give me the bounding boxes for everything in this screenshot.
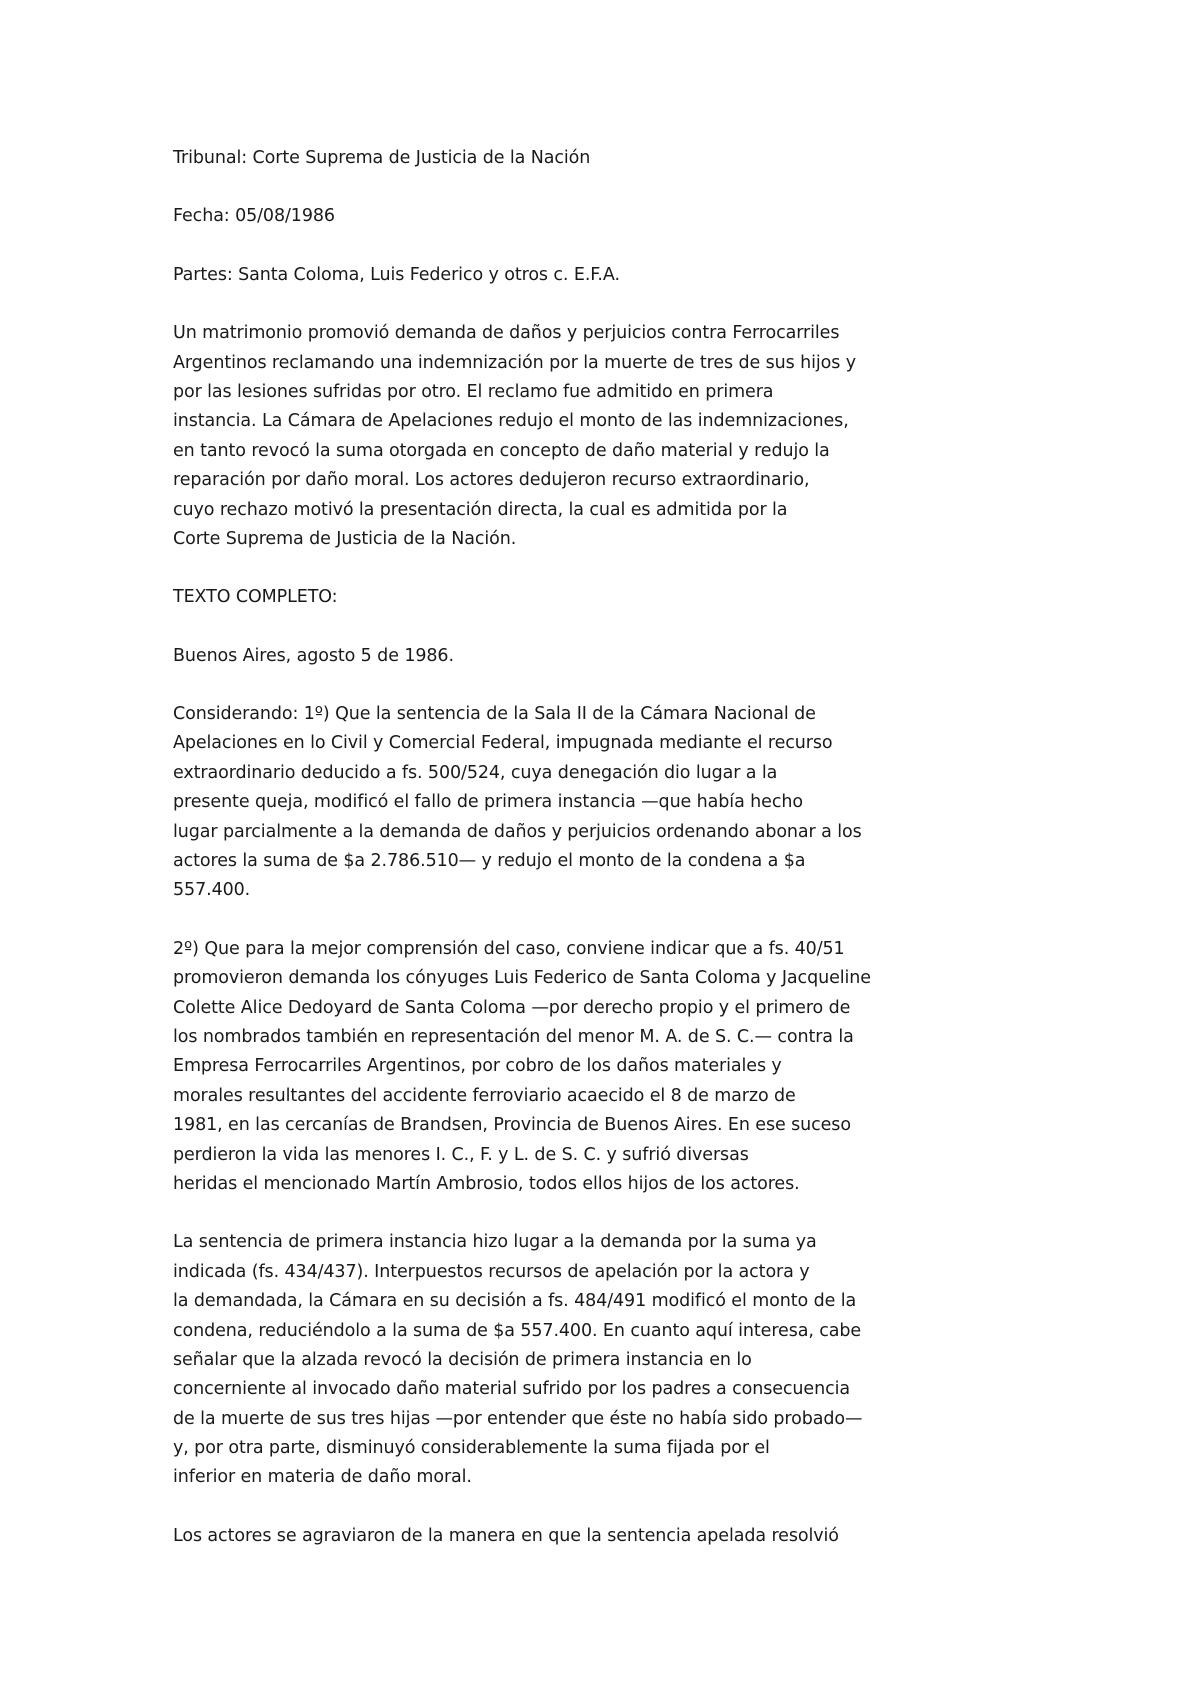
summary-line: en tanto revocó la suma otorgada en concepto de daño material y redujo la — [173, 440, 830, 461]
considerando-2-line: promovieron demanda los cónyuges Luis Federico de Santa Coloma y Jacqueline — [173, 968, 871, 989]
considerando-2-line: Empresa Ferrocarriles Argentinos, por cobro de los daños materiales y — [173, 1056, 782, 1077]
sentencia-line: La sentencia de primera instancia hizo lugar a la demanda por la suma ya — [173, 1232, 817, 1253]
considerando-1-line: lugar parcialmente a la demanda de daños y perjuicios ordenando abonar a los — [173, 821, 862, 842]
considerando-2-paragraph — [173, 935, 913, 1200]
summary-line: por las lesiones sufridas por otro. El reclamo fue admitido en primera — [173, 381, 774, 402]
partes-paragraph — [173, 261, 913, 290]
summary-line: reparación por daño moral. Los actores dedujeron recurso extraordinario, — [173, 470, 810, 491]
place-date-paragraph — [173, 642, 913, 671]
texto-completo-paragraph — [173, 583, 913, 612]
considerando-1-paragraph — [173, 700, 913, 906]
partes-line: Partes: Santa Coloma, Luis Federico y otros c. E.F.A. — [173, 264, 620, 285]
summary-line: instancia. La Cámara de Apelaciones redujo el monto de las indemnizaciones, — [173, 411, 849, 432]
fecha-paragraph — [173, 202, 913, 231]
tribunal-paragraph — [173, 144, 913, 173]
sentencia-line: concerniente al invocado daño material sufrido por los padres a consecuencia — [173, 1379, 850, 1400]
summary-line: cuyo rechazo motivó la presentación directa, la cual es admitida por la — [173, 499, 788, 520]
sentencia-paragraph — [173, 1228, 913, 1493]
sentencia-line: condena, reduciéndolo a la suma de $a 557.400. En cuanto aquí interesa, cabe — [173, 1320, 862, 1341]
considerando-1-line: Apelaciones en lo Civil y Comercial Federal, impugnada mediante el recurso — [173, 733, 833, 754]
considerando-1-line: presente queja, modificó el fallo de primera instancia —que había hecho — [173, 792, 803, 813]
considerando-2-line: los nombrados también en representación del menor M. A. de S. C.— contra la — [173, 1026, 854, 1047]
considerando-2-line: 2º) Que para la mejor comprensión del caso, conviene indicar que a fs. 40/51 — [173, 938, 845, 959]
summary-line: Argentinos reclamando una indemnización por la muerte de tres de sus hijos y — [173, 352, 856, 373]
summary-line: Un matrimonio promovió demanda de daños y perjuicios contra Ferrocarriles — [173, 323, 840, 344]
considerando-2-line: heridas el mencionado Martín Ambrosio, todos ellos hijos de los actores. — [173, 1173, 800, 1194]
considerando-1-line: Considerando: 1º) Que la sentencia de la Sala II de la Cámara Nacional de — [173, 704, 816, 725]
considerando-1-line: actores la suma de $a 2.786.510— y redujo el monto de la condena a $a — [173, 851, 806, 872]
summary-line: Corte Suprema de Justicia de la Nación. — [173, 528, 517, 549]
document-body — [173, 144, 913, 1580]
considerando-2-line: Colette Alice Dedoyard de Santa Coloma —por derecho propio y el primero de — [173, 997, 851, 1018]
considerando-1-line: extraordinario deducido a fs. 500/524, cuya denegación dio lugar a la — [173, 762, 778, 783]
fecha-line: Fecha: 05/08/1986 — [173, 206, 335, 227]
sentencia-line: y, por otra parte, disminuyó considerablemente la suma fijada por el — [173, 1438, 770, 1459]
place-date-line: Buenos Aires, agosto 5 de 1986. — [173, 645, 454, 666]
final-paragraph — [173, 1522, 913, 1551]
final-line: Los actores se agraviaron de la manera en que la sentencia apelada resolvió — [173, 1525, 839, 1546]
sentencia-line: la demandada, la Cámara en su decisión a fs. 484/491 modificó el monto de la — [173, 1291, 857, 1312]
tribunal-line: Tribunal: Corte Suprema de Justicia de la Nación — [173, 148, 591, 168]
considerando-2-line: morales resultantes del accidente ferroviario acaecido el 8 de marzo de — [173, 1085, 796, 1106]
considerando-1-line: 557.400. — [173, 880, 251, 901]
summary-paragraph — [173, 319, 913, 554]
texto-completo-heading: TEXTO COMPLETO: — [173, 587, 338, 608]
sentencia-line: señalar que la alzada revocó la decisión de primera instancia en lo — [173, 1349, 752, 1370]
sentencia-line: inferior en materia de daño moral. — [173, 1467, 472, 1488]
sentencia-line: de la muerte de sus tres hijas —por entender que éste no había sido probado— — [173, 1408, 863, 1429]
sentencia-line: indicada (fs. 434/437). Interpuestos recursos de apelación por la actora y — [173, 1261, 810, 1282]
considerando-2-line: 1981, en las cercanías de Brandsen, Provincia de Buenos Aires. En ese suceso — [173, 1115, 851, 1136]
considerando-2-line: perdieron la vida las menores I. C., F. y L. de S. C. y sufrió diversas — [173, 1144, 749, 1165]
